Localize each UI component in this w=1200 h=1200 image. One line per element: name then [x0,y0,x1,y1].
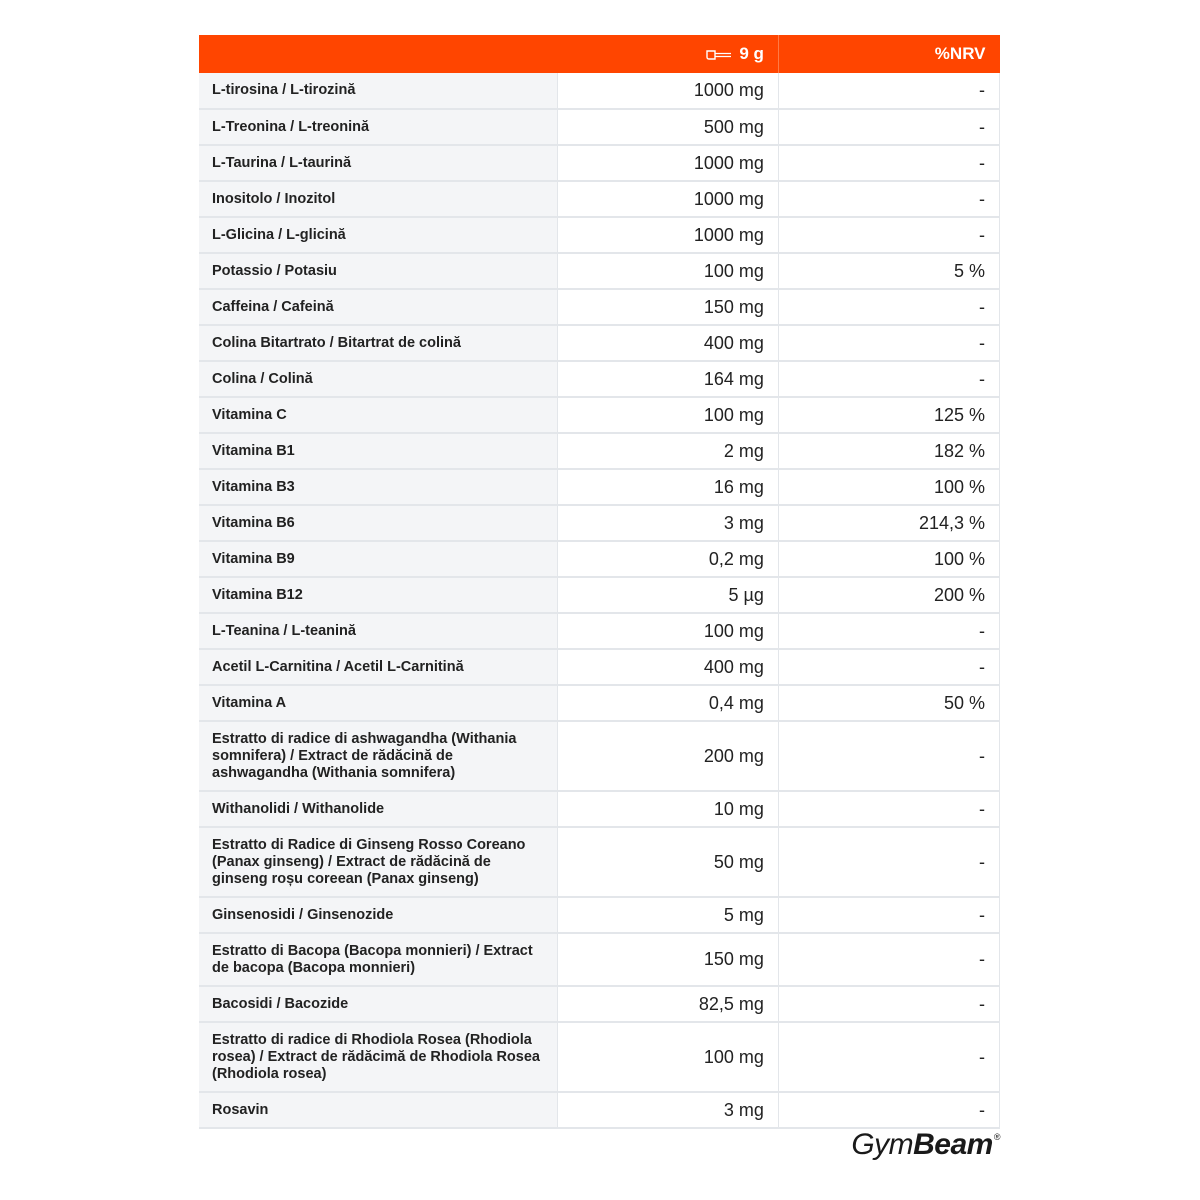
nutrient-nrv: - [778,613,999,649]
logo-gym-text: Gym [851,1128,914,1161]
table-row [199,433,1000,469]
nutrient-nrv: - [778,325,999,361]
nutrient-nrv: - [778,145,999,181]
nutrient-nrv: - [778,1022,999,1092]
nutrient-amount: 1000 mg [557,73,778,109]
nutrient-nrv: 50 % [778,685,999,721]
nutrient-name: Estratto di Bacopa (Bacopa monnieri) / Extract de bacopa (Bacopa monnieri) [199,933,557,986]
table-row [199,541,1000,577]
table-row [199,397,1000,433]
gymbeam-logo [851,1128,1000,1162]
nutrient-nrv: - [778,791,999,827]
nutrient-amount: 5 µg [557,577,778,613]
header-serving-cell [557,35,778,73]
nutrient-amount: 1000 mg [557,217,778,253]
nutrient-name: Potassio / Potasiu [199,253,557,289]
table-row [199,791,1000,827]
nutrient-amount: 0,4 mg [557,685,778,721]
nutrient-name: Caffeina / Cafeină [199,289,557,325]
table-row [199,505,1000,541]
nutrient-name: Vitamina B1 [199,433,557,469]
table-body [199,73,1000,1128]
nutrient-amount: 2 mg [557,433,778,469]
nutrient-name: L-Taurina / L-taurină [199,145,557,181]
table-row [199,897,1000,933]
nutrient-amount: 10 mg [557,791,778,827]
nutrient-amount: 200 mg [557,721,778,791]
table-row [199,145,1000,181]
nutrient-nrv: - [778,897,999,933]
nutrient-nrv: 5 % [778,253,999,289]
logo-beam-text: Beam [913,1128,993,1161]
table-row [199,986,1000,1022]
nrv-label: %NRV [934,44,986,63]
nutrient-nrv: - [778,721,999,791]
nutrient-nrv: - [778,217,999,253]
nutrient-name: L-Treonina / L-treonină [199,109,557,145]
nutrient-name: Estratto di Radice di Ginseng Rosso Coreano (Panax ginseng) / Extract de rădăcină de ginseng roșu coreean (Panax ginseng) [199,827,557,897]
nutrient-amount: 0,2 mg [557,541,778,577]
header-name-cell [199,35,557,73]
table-row [199,217,1000,253]
table-row [199,325,1000,361]
nutrient-amount: 1000 mg [557,181,778,217]
nutrient-amount: 50 mg [557,827,778,897]
nutrient-amount: 16 mg [557,469,778,505]
nutrient-amount: 3 mg [557,1092,778,1128]
nutrient-nrv: - [778,933,999,986]
nutrient-nrv: - [778,361,999,397]
nutrient-name: Vitamina C [199,397,557,433]
nutrient-amount: 100 mg [557,613,778,649]
nutrient-nrv: 200 % [778,577,999,613]
nutrient-nrv: - [778,73,999,109]
nutrient-nrv: 214,3 % [778,505,999,541]
nutrient-nrv: - [778,289,999,325]
nutrient-amount: 5 mg [557,897,778,933]
nutrient-nrv: - [778,827,999,897]
nutrient-amount: 82,5 mg [557,986,778,1022]
table-row [199,721,1000,791]
nutrient-amount: 100 mg [557,397,778,433]
scoop-icon [705,49,733,61]
nutrient-nrv: 100 % [778,469,999,505]
nutrient-name: Vitamina A [199,685,557,721]
nutrient-nrv: 125 % [778,397,999,433]
table-row [199,933,1000,986]
table-row [199,109,1000,145]
nutrient-name: Vitamina B6 [199,505,557,541]
nutrient-name: L-Glicina / L-glicină [199,217,557,253]
nutrient-name: Withanolidi / Withanolide [199,791,557,827]
nutrient-name: Bacosidi / Bacozide [199,986,557,1022]
nutrient-name: Estratto di radice di Rhodiola Rosea (Rhodiola rosea) / Extract de rădăcimă de Rhodiola Rosea (Rhodiola rosea) [199,1022,557,1092]
table-row [199,253,1000,289]
nutrient-name: L-Teanina / L-teanină [199,613,557,649]
table-row [199,685,1000,721]
nutrient-amount: 3 mg [557,505,778,541]
nutrient-amount: 100 mg [557,1022,778,1092]
nutrient-amount: 400 mg [557,649,778,685]
nutrient-name: Vitamina B3 [199,469,557,505]
table-row [199,181,1000,217]
nutrient-nrv: 182 % [778,433,999,469]
nutrient-amount: 1000 mg [557,145,778,181]
nutrient-name: Colina Bitartrato / Bitartrat de colină [199,325,557,361]
nutrient-name: Inositolo / Inozitol [199,181,557,217]
table-row [199,1092,1000,1128]
table-row [199,613,1000,649]
table-row [199,1022,1000,1092]
nutrient-name: Acetil L-Carnitina / Acetil L-Carnitină [199,649,557,685]
nutrient-name: L-tirosina / L-tirozină [199,73,557,109]
table-row [199,577,1000,613]
nutrient-nrv: - [778,109,999,145]
table-row [199,361,1000,397]
nutrient-nrv: - [778,986,999,1022]
nutrient-nrv: - [778,649,999,685]
nutrient-amount: 150 mg [557,289,778,325]
table-header [199,35,1000,73]
nutrient-name: Colina / Colină [199,361,557,397]
nutrient-nrv: - [778,181,999,217]
nutrition-table [199,35,1000,1129]
table-row [199,649,1000,685]
nutrient-amount: 100 mg [557,253,778,289]
logo-registered-mark: ® [993,1132,1000,1142]
nutrient-name: Estratto di radice di ashwagandha (Withania somnifera) / Extract de rădăcină de ashwagandha (Withania somnifera) [199,721,557,791]
nutrient-amount: 150 mg [557,933,778,986]
nutrient-amount: 400 mg [557,325,778,361]
nutrient-name: Rosavin [199,1092,557,1128]
table-row [199,827,1000,897]
nutrient-name: Ginsenosidi / Ginsenozide [199,897,557,933]
table-row [199,73,1000,109]
nutrient-name: Vitamina B9 [199,541,557,577]
nutrient-amount: 500 mg [557,109,778,145]
table-row [199,289,1000,325]
header-nrv-cell [778,35,999,73]
nutrient-nrv: - [778,1092,999,1128]
nutrient-name: Vitamina B12 [199,577,557,613]
serving-size-label: 9 g [739,44,764,63]
table-row [199,469,1000,505]
nutrient-nrv: 100 % [778,541,999,577]
nutrient-amount: 164 mg [557,361,778,397]
